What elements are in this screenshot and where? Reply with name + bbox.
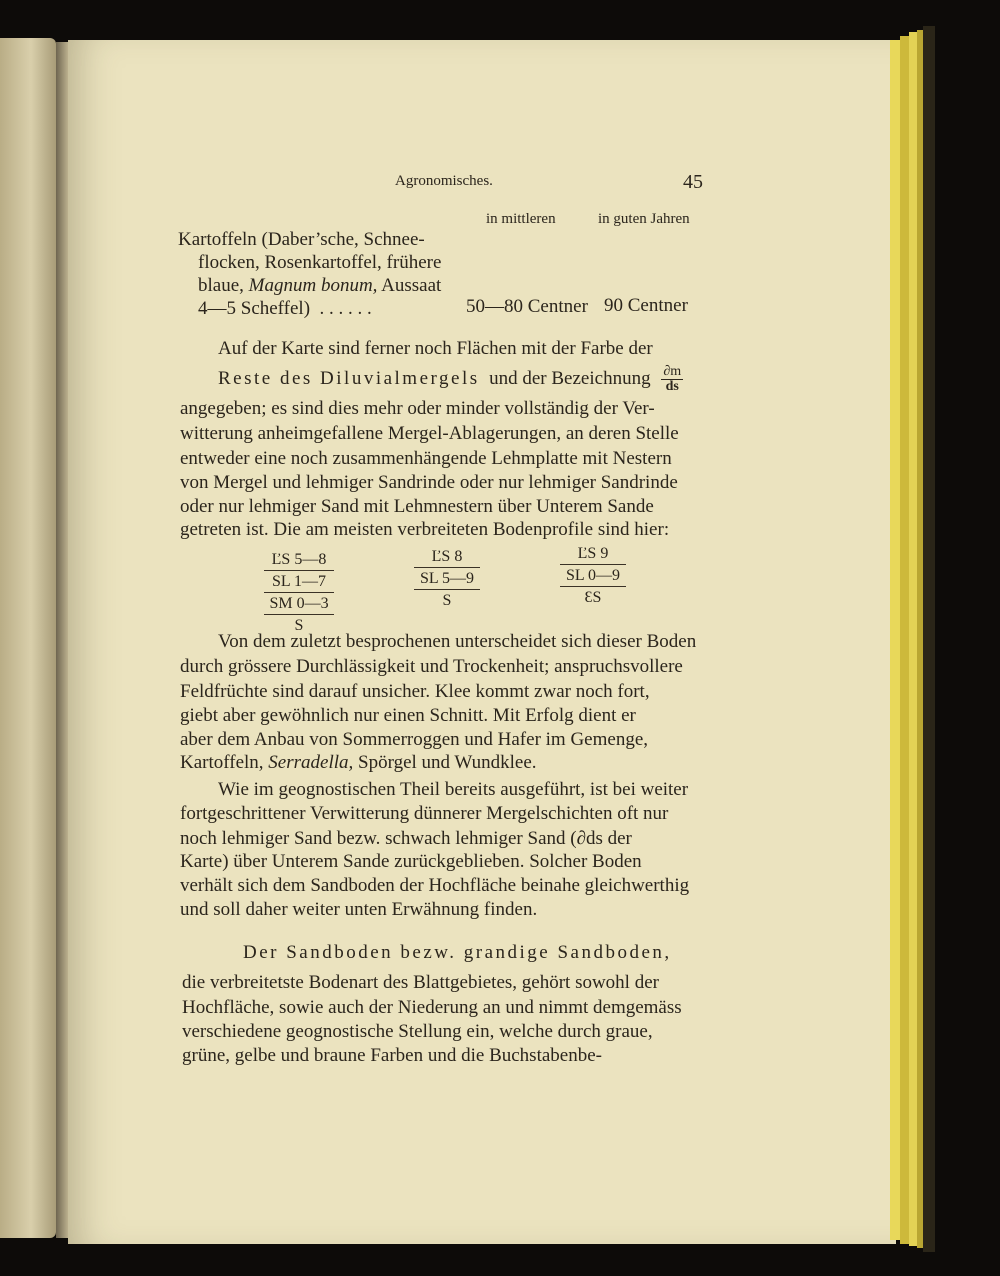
text-line: Kartoffeln, Serradella, Spörgel und Wundklee.	[180, 752, 537, 773]
crop-line: 4—5 Scheffel) . . . . . .	[198, 298, 372, 319]
running-header: Agronomisches.	[395, 173, 493, 189]
text-line: Reste des Diluvialmergels und der Bezeichnung $\frac{\partial m}{ds}$	[218, 364, 682, 394]
text-line: von Mergel und lehmiger Sandrinde oder nur lehmiger Sandrinde	[180, 472, 678, 493]
text-line: Von dem zuletzt besprochenen unterscheidet sich dieser Boden	[218, 631, 697, 652]
text-line: oder nur lehmiger Sand mit Lehmnestern über Unterem Sande	[180, 496, 654, 517]
text-line: Wie im geognostischen Theil bereits ausgeführt, ist bei weiter	[218, 779, 689, 800]
column-header-good: in guten Jahren	[598, 211, 690, 227]
text-line: Feldfrüchte sind darauf unsicher. Klee kommt zwar noch fort,	[180, 681, 650, 702]
text-line: grüne, gelbe und braune Farben und die Buchstabenbe-	[182, 1045, 602, 1066]
text-line: aber dem Anbau von Sommerroggen und Hafer im Gemenge,	[180, 729, 649, 750]
page-edge-gilt	[909, 32, 917, 1246]
text-line: verschiedene geognostische Stellung ein, welche durch graue,	[182, 1021, 653, 1042]
text-line: witterung anheimgefallene Mergel-Ablagerungen, an deren Stelle	[180, 423, 679, 444]
yield-good: 90 Centner	[604, 295, 688, 316]
yield-mid: 50—80 Centner	[466, 296, 588, 317]
crop-line: Kartoffeln (Daber’sche, Schnee-	[178, 229, 425, 250]
profile-layer: ĽS 8	[414, 546, 480, 568]
soil-profile	[414, 546, 480, 611]
soil-profile	[560, 543, 626, 608]
text-line: die verbreitetste Bodenart des Blattgebietes, gehört sowohl der	[182, 972, 659, 993]
left-page-edge	[0, 38, 56, 1238]
text-line: angegeben; es sind dies mehr oder minder vollständig der Ver-	[180, 398, 655, 419]
profile-layer: SL 1—7	[264, 571, 334, 593]
text-line: und soll daher weiter unten Erwähnung finden.	[180, 899, 538, 920]
column-header-mid: in mittleren	[486, 211, 556, 227]
profile-layer: ĽS 5—8	[264, 549, 334, 571]
text-line: getreten ist. Die am meisten verbreiteten Bodenprofile sind hier:	[180, 519, 670, 540]
page-edge-gilt	[890, 40, 900, 1240]
text-line: Hochfläche, sowie auch der Niederung an und nimmt demgemäss	[182, 997, 682, 1018]
page-edge-gilt	[900, 36, 909, 1244]
text-line: verhält sich dem Sandboden der Hochfläche beinahe gleichwerthig	[180, 875, 690, 896]
soil-profile	[264, 549, 334, 636]
book-cover-edge	[923, 26, 935, 1252]
text-line: durch grössere Durchlässigkeit und Trockenheit; anspruchsvollere	[180, 656, 683, 677]
profile-layer: ƐS	[584, 589, 602, 606]
profile-layer: SL 5—9	[414, 568, 480, 590]
profile-layer: SL 0—9	[560, 565, 626, 587]
section-heading: Der Sandboden bezw. grandige Sandboden,	[243, 942, 672, 963]
text-line: fortgeschrittener Verwitterung dünnerer Mergelschichten oft nur	[180, 803, 669, 824]
crop-line: blaue, Magnum bonum, Aussaat	[198, 275, 442, 296]
text-line: Karte) über Unterem Sande zurückgeblieben. Solcher Boden	[180, 851, 642, 872]
profile-layer: ĽS 9	[560, 543, 626, 565]
text-line: noch lehmiger Sand bezw. schwach lehmiger Sand (∂ds der	[180, 828, 632, 849]
text-line: giebt aber gewöhnlich nur einen Schnitt. Mit Erfolg dient er	[180, 705, 636, 726]
symbol-fraction: $\frac{\partial m}{ds}$	[663, 364, 682, 394]
text-line: Auf der Karte sind ferner noch Flächen mit der Farbe der	[218, 338, 653, 359]
profile-layer: SM 0—3	[264, 593, 334, 615]
profile-layer: S	[294, 617, 304, 634]
page-number: 45	[683, 171, 703, 193]
profile-layer: S	[442, 592, 452, 609]
crop-line: flocken, Rosenkartoffel, frühere	[198, 252, 442, 273]
text-line: entweder eine noch zusammenhängende Lehmplatte mit Nestern	[180, 448, 672, 469]
